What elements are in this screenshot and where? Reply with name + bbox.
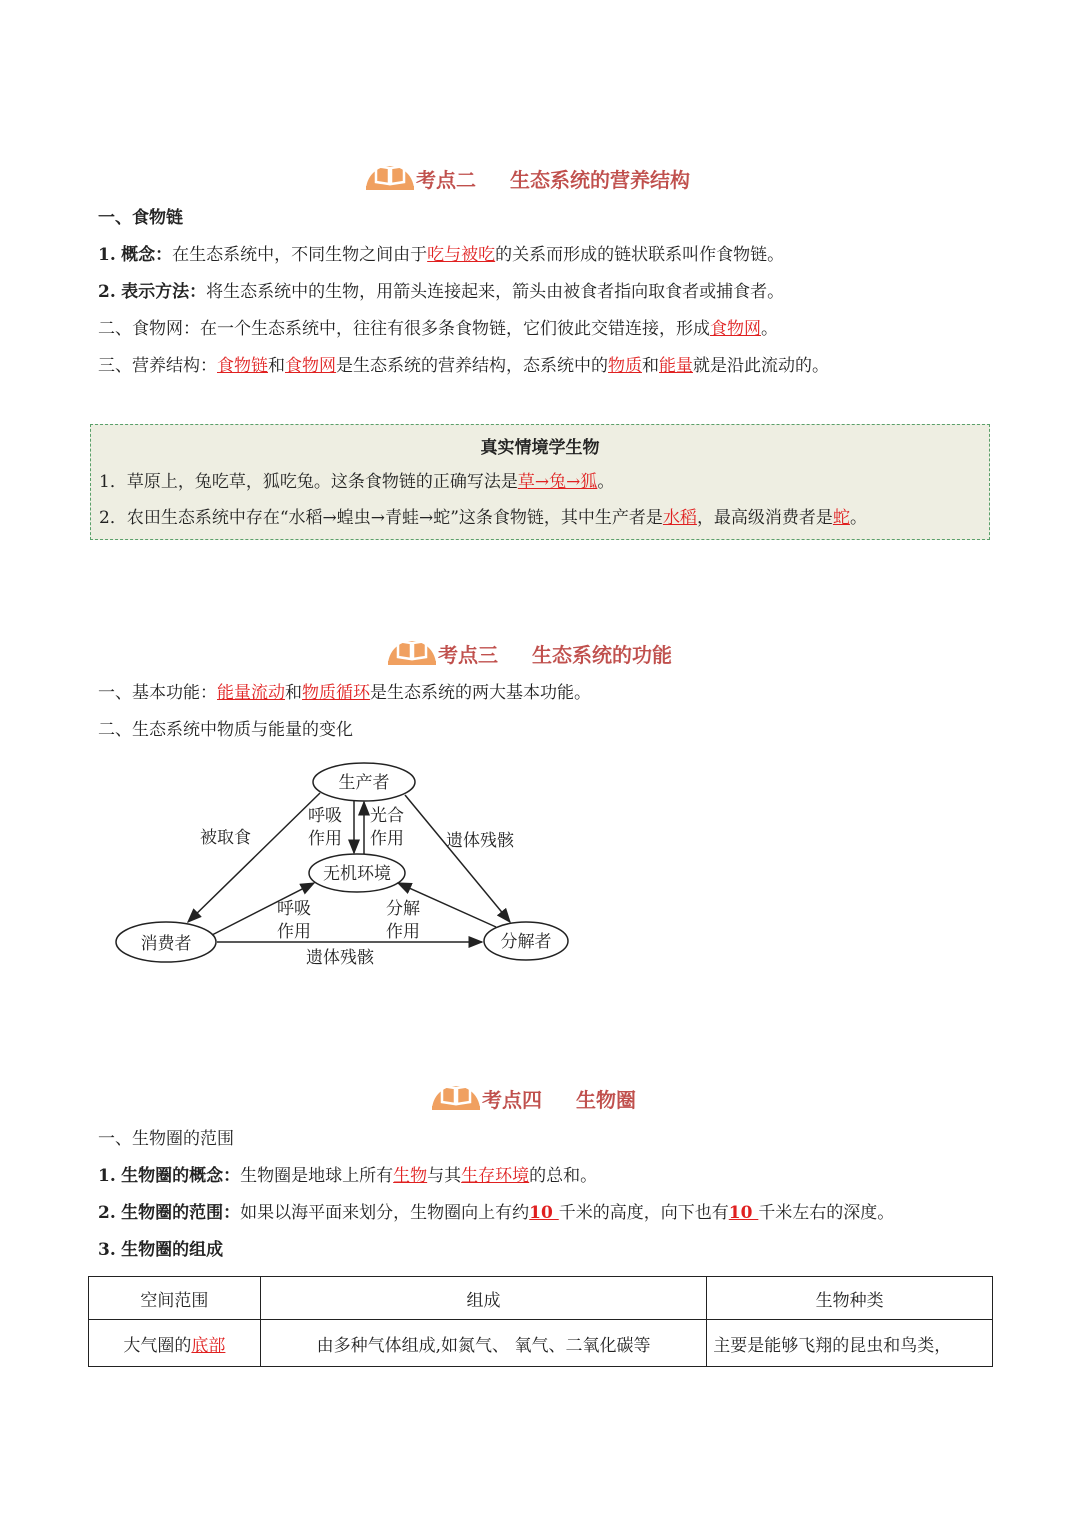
section2-p2: 2. 表示方法：将生态系统中的生物，用箭头连接起来，箭头由被食者指向取食者或捕食者。 bbox=[98, 282, 785, 302]
producer-label: 生产者 bbox=[338, 773, 390, 793]
remains1-label: 遗体残骸 bbox=[446, 831, 514, 851]
section3-l1: 一、基本功能：能量流动和物质循环是生态系统的两大基本功能。 bbox=[98, 683, 591, 703]
section4-heading bbox=[430, 1070, 636, 1113]
respiration1-a: 呼吸 bbox=[308, 806, 342, 826]
energy-matter-diagram bbox=[100, 755, 580, 975]
book-icon bbox=[364, 152, 416, 192]
consumer-label: 消费者 bbox=[140, 934, 192, 954]
table-header-cell: 空间范围 bbox=[89, 1277, 261, 1320]
section4-p1: 1. 生物圈的概念：生物圈是地球上所有生物与其生存环境的总和。 bbox=[98, 1166, 598, 1186]
eaten-label: 被取食 bbox=[200, 828, 251, 848]
box-line-2: 2．农田生态系统中存在“水稻→蝗虫→青蛙→蛇”这条食物链，其中生产者是水稻，最高级消费者是蛇。 bbox=[99, 508, 867, 528]
respiration2-b: 作用 bbox=[277, 922, 311, 942]
remains2-label: 遗体残骸 bbox=[306, 948, 374, 968]
photosynthesis-b: 作用 bbox=[370, 829, 404, 849]
respiration2-a: 呼吸 bbox=[277, 899, 311, 919]
decompose-b: 作用 bbox=[386, 922, 420, 942]
photosynthesis-a: 光合 bbox=[370, 806, 404, 826]
box-line-1: 1．草原上，兔吃草，狐吃兔。这条食物链的正确写法是草→兔→狐。 bbox=[99, 472, 615, 492]
respiration1-b: 作用 bbox=[308, 829, 342, 849]
section3-title: 生态系统的功能 bbox=[532, 643, 672, 667]
book-icon bbox=[386, 627, 438, 667]
decomposer-label: 分解者 bbox=[500, 932, 552, 952]
section4-title: 生物圈 bbox=[576, 1088, 636, 1112]
book-icon bbox=[430, 1072, 482, 1112]
table-header-cell: 生物种类 bbox=[707, 1277, 993, 1320]
table-header-row bbox=[89, 1277, 993, 1320]
section2-heading bbox=[364, 150, 690, 193]
decompose-a: 分解 bbox=[386, 899, 420, 919]
section2-label: 考点二 bbox=[416, 168, 476, 192]
table-cell: 由多种气体组成,如氮气、 氧气、二氧化碳等 bbox=[260, 1320, 706, 1367]
section4-h1: 一、生物圈的范围 bbox=[98, 1129, 234, 1149]
inorganic-label: 无机环境 bbox=[323, 864, 391, 884]
table-cell: 大气圈的底部 bbox=[89, 1320, 261, 1367]
real-context-box bbox=[90, 424, 990, 540]
section2-p1: 1. 概念：在生态系统中，不同生物之间由于吃与被吃的关系而形成的链状联系叫作食物链。 bbox=[98, 245, 785, 265]
arrow-producer-decomposer bbox=[405, 795, 510, 922]
section3-label: 考点三 bbox=[438, 643, 498, 667]
biosphere-table bbox=[88, 1276, 993, 1367]
section2-p3: 二、食物网：在一个生态系统中，往往有很多条食物链，它们彼此交错连接，形成食物网。 bbox=[98, 319, 778, 339]
section2-h1: 一、食物链 bbox=[98, 208, 183, 228]
section3-heading bbox=[386, 625, 672, 668]
section4-p2: 2. 生物圈的范围：如果以海平面来划分，生物圈向上有约10 千米的高度，向下也有10 千米左右的深度。 bbox=[98, 1203, 895, 1223]
box-title: 真实情境学生物 bbox=[480, 438, 600, 458]
section4-label: 考点四 bbox=[482, 1088, 542, 1112]
section2-p4: 三、营养结构：食物链和食物网是生态系统的营养结构，态系统中的物质和能量就是沿此流动的。 bbox=[98, 356, 829, 376]
table-header-cell: 组成 bbox=[260, 1277, 706, 1320]
section4-p3: 3. 生物圈的组成 bbox=[98, 1240, 224, 1260]
table-cell: 主要是能够飞翔的昆虫和鸟类， bbox=[707, 1320, 993, 1367]
section2-title: 生态系统的营养结构 bbox=[510, 168, 690, 192]
table-row bbox=[89, 1320, 993, 1367]
section3-l2: 二、生态系统中物质与能量的变化 bbox=[98, 720, 353, 740]
